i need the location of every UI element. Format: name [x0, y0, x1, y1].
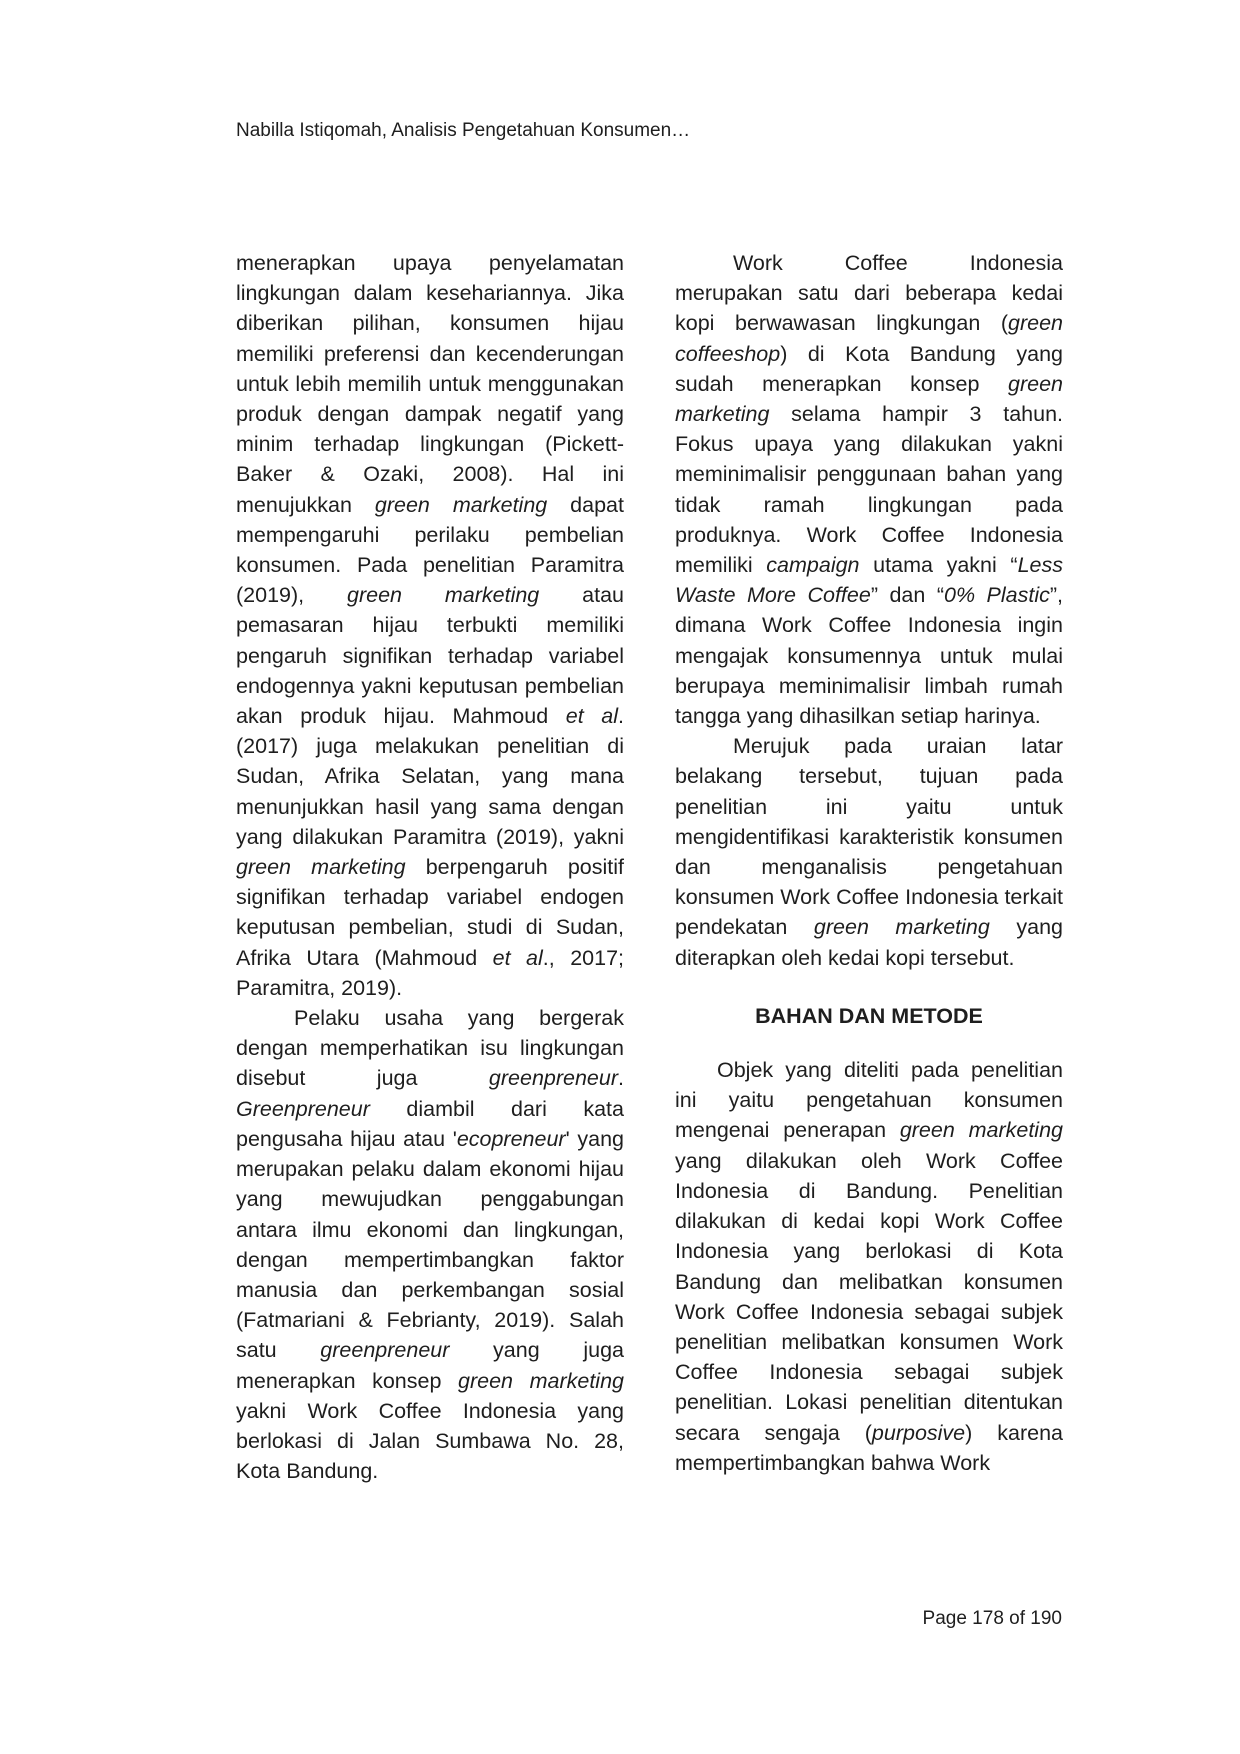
text-run: Pelaku usaha yang bergerak dengan memperhatikan isu lingkungan disebut juga — [236, 1006, 624, 1091]
text-run: ” dan “ — [870, 583, 944, 608]
paragraph — [675, 731, 1063, 973]
text-run: . (2017) juga melakukan penelitian di Sudan, Afrika Selatan, yang mana menunjukkan hasil yang sama dengan yang dilakukan Paramitra (2019), yakni — [236, 704, 624, 849]
page-number: Page 178 of 190 — [922, 1608, 1062, 1629]
running-header: Nabilla Istiqomah, Analisis Pengetahuan Konsumen… — [236, 120, 691, 141]
text-run: berpengaruh positif signifikan terhadap variabel endogen keputusan pembelian, studi di Sudan, Afrika Utara (Mahmoud — [236, 855, 624, 970]
text-run: yakni Work Coffee Indonesia yang berlokasi di Jalan Sumbawa No. 28, Kota Bandung. — [236, 1398, 624, 1484]
paragraph — [675, 1055, 1063, 1478]
text-run: Work Coffee Indonesia merupakan satu dari beberapa kedai kopi berwawasan lingkungan ( — [675, 251, 1063, 336]
italic-text: green marketing — [374, 492, 548, 517]
text-run: ) karena mempertimbangkan bahwa Work — [675, 1420, 1064, 1475]
text-run: yang diterapkan oleh kedai kopi tersebut. — [675, 915, 1063, 970]
italic-text: green marketing — [813, 915, 990, 940]
italic-text: greenpreneur — [320, 1338, 450, 1363]
italic-text: 0% Plastic — [943, 583, 1050, 608]
italic-text: Greenpreneur — [236, 1096, 370, 1121]
text-run: . — [618, 1066, 624, 1091]
italic-text: green marketing — [347, 583, 540, 608]
italic-text: et al — [492, 945, 543, 970]
text-run: ., 2017; Paramitra, 2019). — [236, 945, 625, 1000]
text-run: utama yakni “ — [859, 553, 1018, 578]
italic-text: green coffeeshop — [675, 311, 1063, 366]
paragraph — [236, 248, 624, 1003]
italic-text: greenpreneur — [488, 1066, 619, 1091]
text-run: menerapkan upaya penyelamatan lingkungan dalam kesehariannya. Jika diberikan pilihan, konsumen hijau memiliki preferensi dan kecenderungan untuk lebih memilih untuk menggunakan produk dengan dampak negatif yang minim terhadap lingkungan (Pickett-Baker & Ozaki, 2008). Hal ini menujukkan — [236, 251, 624, 517]
left-column — [236, 248, 624, 1486]
italic-text: green marketing — [899, 1118, 1063, 1143]
paragraph — [675, 248, 1063, 731]
right-column — [675, 248, 1063, 1478]
text-run: Merujuk pada uraian latar belakang tersebut, tujuan pada penelitian ini yaitu untuk mengidentifikasi karakteristik konsumen dan menganalisis pengetahuan konsumen Work Coffee Indonesia terkait pendekatan — [675, 734, 1063, 940]
text-run: ' yang merupakan pelaku dalam ekonomi hijau yang mewujudkan penggabungan antara ilmu ekonomi dan lingkungan, dengan mempertimbangkan faktor manusia dan perkembangan sosial (Fatmariani & Febrianty, 2019). Salah satu — [236, 1126, 624, 1363]
text-run: selama hampir 3 tahun. Fokus upaya yang dilakukan yakni meminimalisir penggunaan bahan yang tidak ramah lingkungan pada produknya. Work Coffee Indonesia memiliki — [675, 402, 1063, 578]
italic-text: Less Waste More Coffee — [675, 553, 1064, 608]
italic-text: green marketing — [458, 1368, 624, 1393]
text-run: ”, dimana Work Coffee Indonesia ingin mengajak konsumennya untuk mulai berupaya meminimalisir limbah rumah tangga yang dihasilkan setiap harinya. — [675, 583, 1063, 729]
section-heading: BAHAN DAN METODE — [755, 1003, 983, 1028]
italic-text: ecopreneur — [456, 1126, 566, 1151]
text-run: yang juga menerapkan konsep — [236, 1338, 624, 1393]
text-run: Objek yang diteliti pada penelitian ini yaitu pengetahuan konsumen mengenai penerapan — [675, 1058, 1063, 1143]
text-run: diambil dari kata pengusaha hijau atau ' — [236, 1096, 624, 1151]
italic-text: purposive — [871, 1420, 966, 1445]
text-run: yang dilakukan oleh Work Coffee Indonesia di Bandung. Penelitian dilakukan di kedai kopi Work Coffee Indonesia yang berlokasi di Kota Bandung dan melibatkan konsumen Work Coffee Indonesia sebagai subjek penelitian melibatkan konsumen Work Coffee Indonesia sebagai subjek penelitian. Lokasi penelitian ditentukan secara sengaja ( — [675, 1148, 1063, 1445]
text-run: atau pemasaran hijau terbukti memiliki pengaruh signifikan terhadap variabel endogennya yakni keputusan pembelian akan produk hijau. Mahmoud — [236, 583, 624, 729]
paragraph — [236, 1003, 624, 1486]
italic-text: green marketing — [675, 371, 1063, 427]
text-run: ) di Kota Bandung yang sudah menerapkan konsep — [675, 341, 1063, 396]
italic-text: green marketing — [236, 855, 406, 880]
italic-text: et al — [565, 704, 619, 729]
text-run: dapat mempengaruhi perilaku pembelian konsumen. Pada penelitian Paramitra (2019), — [236, 492, 624, 608]
italic-text: campaign — [766, 553, 860, 578]
